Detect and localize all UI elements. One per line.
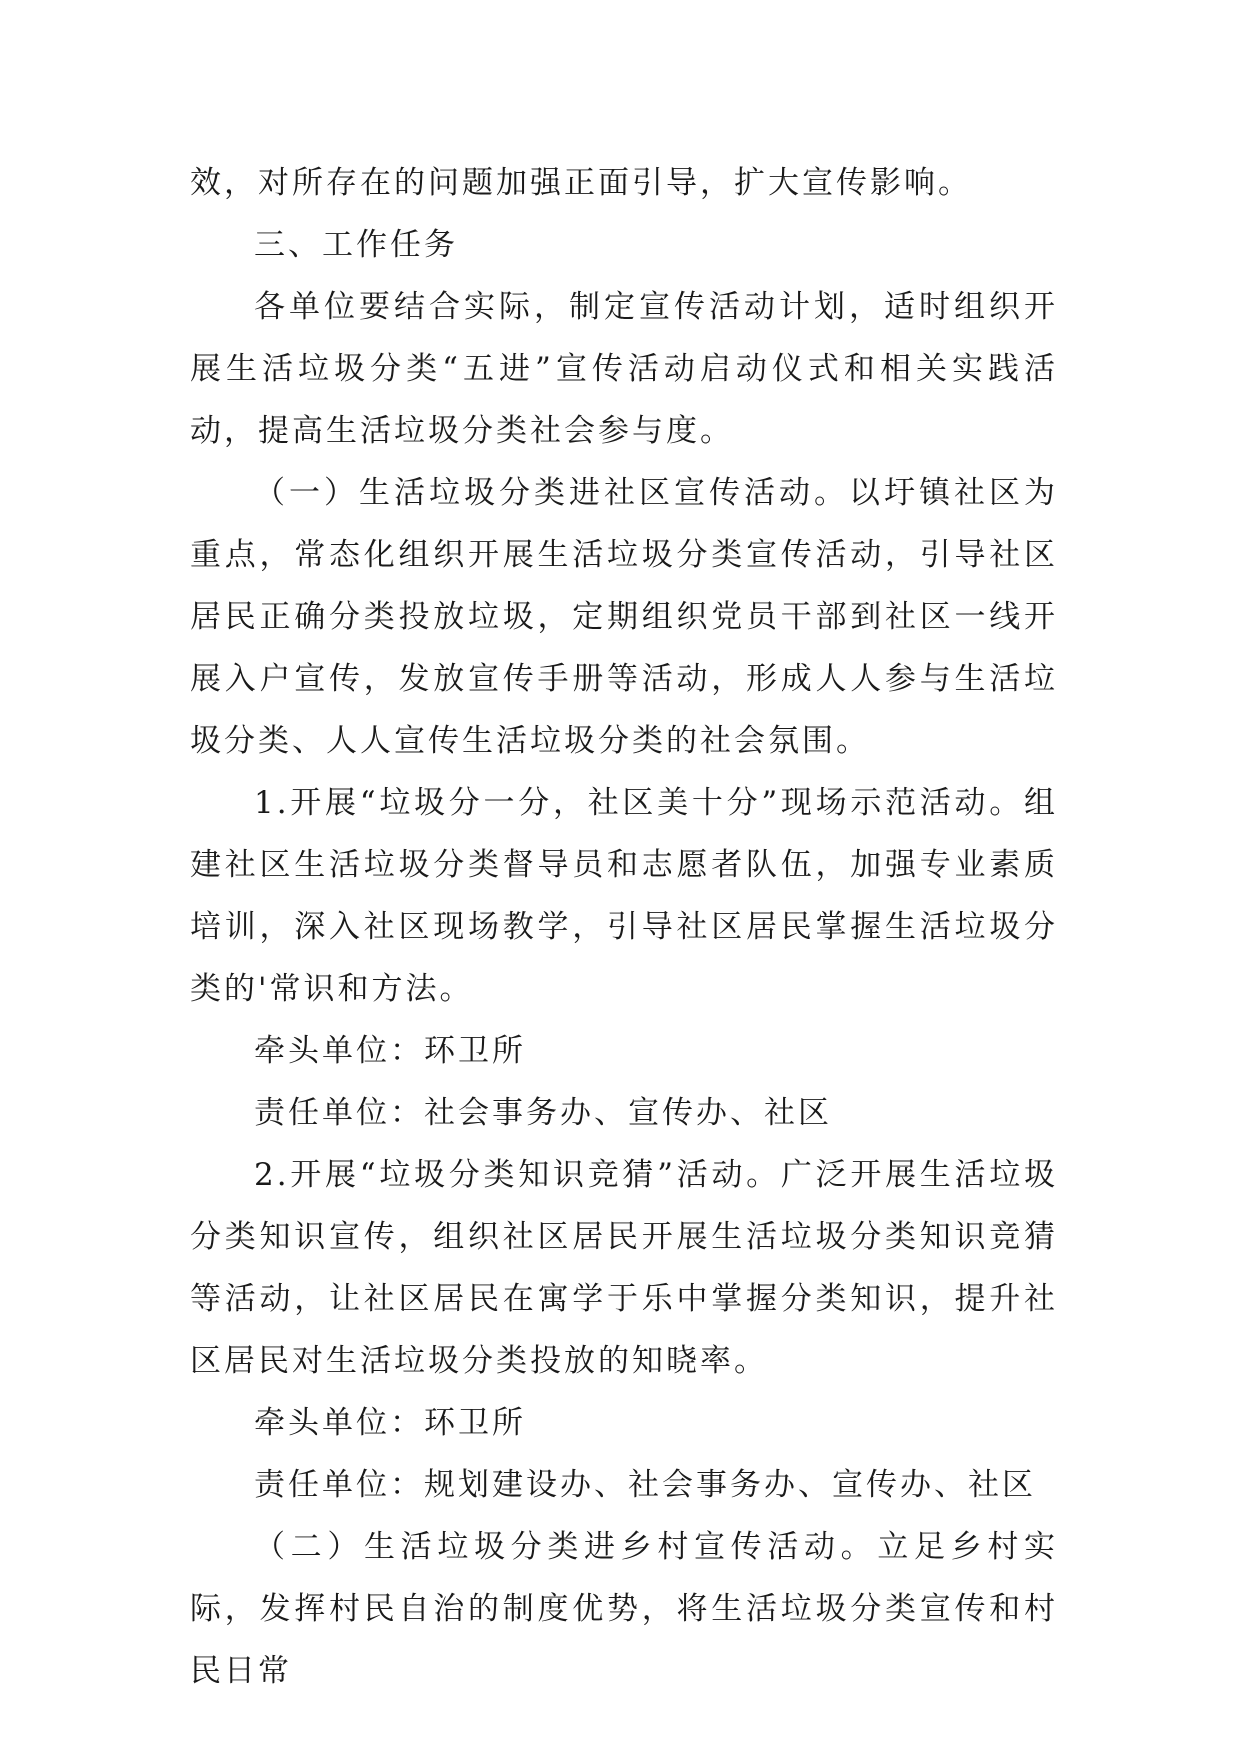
responsible-units-2: 责任单位：规划建设办、社会事务办、宣传办、社区 [254, 1467, 1036, 1503]
paragraph-community-campaign: （一）生活垃圾分类进社区宣传活动。以圩镇社区为重点，常态化组织开展生活垃圾分类宣传活动，引导社区居民正确分类投放垃圾，定期组织党员干部到社区一线开展入户宣传，发放宣传手册等活动，形成人人参与生活垃圾分类、人人宣传生活垃圾分类的社会氛围。 [190, 475, 1058, 759]
paragraph-item-1: 1.开展“垃圾分一分，社区美十分”现场示范活动。组建社区生活垃圾分类督导员和志愿者队伍，加强专业素质培训，深入社区现场教学，引导社区居民掌握生活垃圾分类的'常识和方法。 [190, 785, 1058, 1007]
section-heading-work-tasks: 三、工作任务 [254, 227, 458, 263]
responsible-units-1: 责任单位：社会事务办、宣传办、社区 [254, 1095, 832, 1131]
document-body [190, 152, 1058, 1702]
paragraph-intro: 各单位要结合实际，制定宣传活动计划，适时组织开展生活垃圾分类“五进”宣传活动启动仪式和相关实践活动，提高生活垃圾分类社会参与度。 [190, 289, 1058, 449]
paragraph-continuation: 效，对所存在的问题加强正面引导，扩大宣传影响。 [190, 165, 972, 201]
paragraph-village-campaign: （二）生活垃圾分类进乡村宣传活动。立足乡村实际，发挥村民自治的制度优势，将生活垃圾分类宣传和村民日常 [190, 1529, 1058, 1689]
lead-unit-1: 牵头单位：环卫所 [254, 1033, 526, 1069]
lead-unit-2: 牵头单位：环卫所 [254, 1405, 526, 1441]
paragraph-item-2: 2.开展“垃圾分类知识竞猜”活动。广泛开展生活垃圾分类知识宣传，组织社区居民开展生活垃圾分类知识竞猜等活动，让社区居民在寓学于乐中掌握分类知识，提升社区居民对生活垃圾分类投放的知晓率。 [190, 1157, 1058, 1379]
